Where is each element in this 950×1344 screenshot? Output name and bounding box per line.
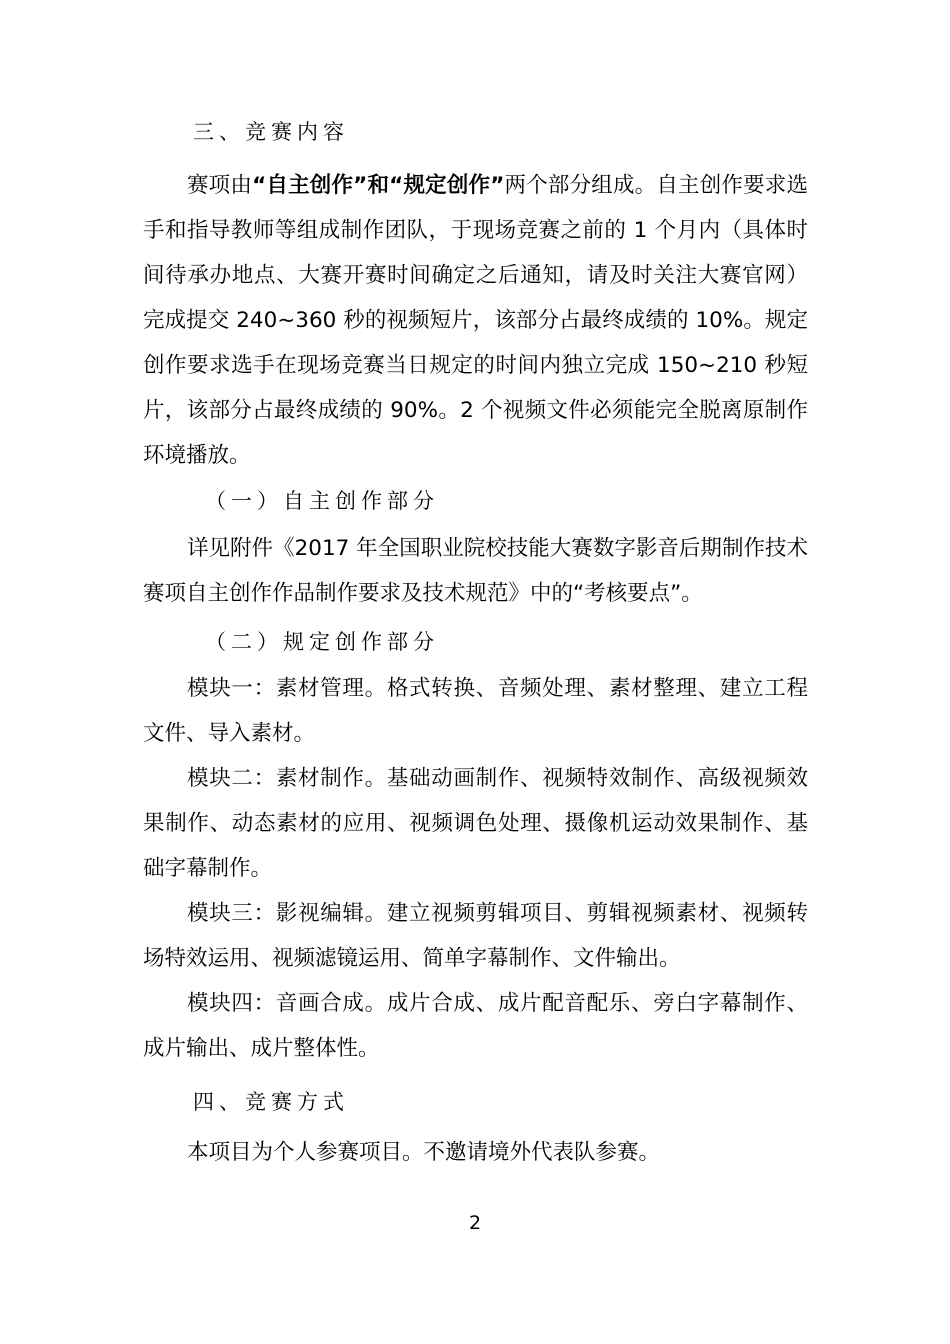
paragraph-module-4: 模块四：音画合成。成片合成、成片配音配乐、旁白字幕制作、成片输出、成片整体性。: [143, 991, 808, 1061]
paragraph-module-3: 模块三：影视编辑。建立视频剪辑项目、剪辑视频素材、视频转场特效运用、视频滤镜运用、简单字幕制作、文件输出。: [143, 901, 808, 971]
section-heading-competition-content: 三、竞赛内容: [193, 120, 349, 144]
bold-conjunction: 和: [367, 173, 390, 198]
section-heading-competition-method: 四、竞赛方式: [193, 1090, 349, 1114]
paragraph-competition-method: 本项目为个人参赛项目。不邀请境外代表队参赛。: [187, 1140, 661, 1165]
text-pre: 赛项由: [187, 173, 253, 198]
text-post: 两个部分组成。自主创作要求选手和指导教师等组成制作团队，于现场竞赛之前的 1 个月内（具体时间待承办地点、大赛开赛时间确定之后通知，请及时关注大赛官网）完成提交 240~360 秒的视频短片，该部分占最终成绩的 10%。规定创作要求选手在现场竞赛当日规定的时间内独立完成 150~210 秒短片，该部分占最终成绩的 90%。2 个视频文件必须能完全脱离原制作环境播放。: [143, 173, 808, 468]
paragraph-module-1: 模块一：素材管理。格式转换、音频处理、素材整理、建立工程文件、导入素材。: [143, 676, 808, 746]
bold-term-self-creation: “自主创作”: [252, 173, 368, 198]
page-number: 2: [468, 1212, 482, 1234]
subheading-self-creation: （一）自主创作部分: [205, 489, 439, 513]
paragraph-module-2: 模块二：素材制作。基础动画制作、视频特效制作、高级视频效果制作、动态素材的应用、视频调色处理、摄像机运动效果制作、基础字幕制作。: [143, 766, 808, 881]
paragraph-self-creation: 详见附件《2017 年全国职业院校技能大赛数字影音后期制作技术赛项自主创作作品制作要求及技术规范》中的“考核要点”。: [143, 536, 808, 606]
subheading-prescribed-creation: （二）规定创作部分: [205, 630, 439, 654]
paragraph-competition-content: [143, 163, 808, 478]
bold-term-prescribed-creation: “规定创作”: [389, 173, 505, 198]
